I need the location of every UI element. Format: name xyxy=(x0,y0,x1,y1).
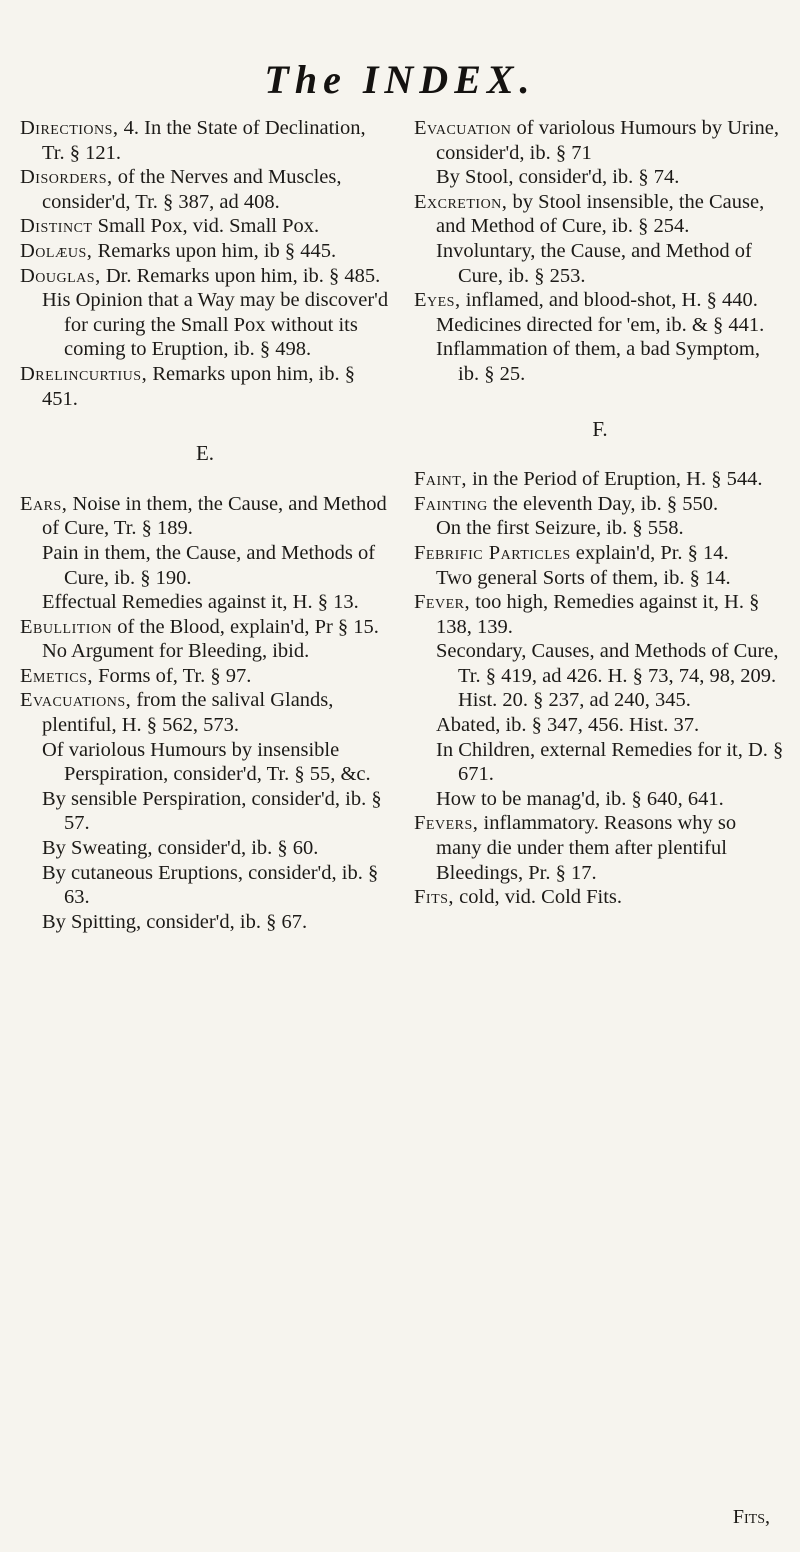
index-subentry: Of variolous Humours by insensible Perspiration, consider'd, Tr. § 55, &c. xyxy=(42,738,371,786)
index-subentry: No Argument for Bleeding, ibid. xyxy=(42,640,310,663)
index-entry: Fainting the eleventh Day, ib. § 550. xyxy=(414,492,719,515)
index-entry: Faint, in the Period of Eruption, H. § 544. xyxy=(414,468,763,491)
index-subentry: Medicines directed for 'em, ib. & § 441. xyxy=(436,313,765,336)
section-letter-e: E. xyxy=(195,441,215,466)
index-subentry: How to be manag'd, ib. § 640, 641. xyxy=(436,787,724,810)
index-subentry: Effectual Remedies against it, H. § 13. xyxy=(42,591,359,614)
index-subentry: Abated, ib. § 347, 456. Hist. 37. xyxy=(436,714,700,737)
index-entry: Fits, cold, vid. Cold Fits. xyxy=(414,886,623,909)
index-subentry: Two general Sorts of them, ib. § 14. xyxy=(436,566,731,589)
index-subentry: By sensible Perspiration, consider'd, ib. § 57. xyxy=(42,787,382,835)
catchword: Fits, xyxy=(732,1506,770,1528)
index-entry: Emetics, Forms of, Tr. § 97. xyxy=(20,664,252,687)
index-subentry: Inflammation of them, a bad Symptom, ib. § 25. xyxy=(436,338,760,385)
index-entry: Ebullition of the Blood, explain'd, Pr § 15. xyxy=(20,615,379,638)
index-entry: Dolæus, Remarks upon him, ib § 445. xyxy=(20,239,337,262)
index-entry: Eyes, inflamed, and blood-shot, H. § 440. xyxy=(414,289,758,312)
index-entry: Distinct Small Pox, vid. Small Pox. xyxy=(20,215,320,238)
index-subentry: His Opinion that a Way may be discover'd for curing the Small Pox without its coming to Eruption, ib. § 498. xyxy=(42,289,389,361)
index-subentry: By Sweating, consider'd, ib. § 60. xyxy=(42,837,319,860)
index-entry: Fevers, inflammatory. Reasons why so many die under them after plentiful Bleedings, Pr. § 17. xyxy=(414,812,737,884)
section-letter-f: F. xyxy=(592,416,608,441)
index-entry: Evacuation of variolous Humours by Urine, consider'd, ib. § 71 xyxy=(414,117,779,164)
index-subentry: In Children, external Remedies for it, D. § 671. xyxy=(436,738,784,786)
index-entry: Directions, 4. In the State of Declination, Tr. § 121. xyxy=(20,117,366,164)
index-subentry: By cutaneous Eruptions, consider'd, ib. § 63. xyxy=(42,861,379,909)
index-subentry: By Spitting, consider'd, ib. § 67. xyxy=(42,910,308,933)
index-subentry: On the first Seizure, ib. § 558. xyxy=(436,517,684,540)
index-entry: Evacuations, from the salival Glands, plentiful, H. § 562, 573. xyxy=(20,689,334,737)
index-entry: Drelincurtius, Remarks upon him, ib. § 451. xyxy=(20,362,356,410)
index-subentry: By Stool, consider'd, ib. § 74. xyxy=(436,166,680,189)
index-entry: Excretion, by Stool insensible, the Cause, and Method of Cure, ib. § 254. xyxy=(414,190,765,238)
running-head: The INDEX. xyxy=(264,57,536,102)
index-subentry: Secondary, Causes, and Methods of Cure, Tr. § 419, ad 426. H. § 73, 74, 98, 209. Hist. 20. § 237, ad 240, 345. xyxy=(436,640,779,712)
right-column xyxy=(414,116,786,910)
left-column xyxy=(20,116,390,934)
index-subentry: Involuntary, the Cause, and Method of Cure, ib. § 253. xyxy=(436,239,752,287)
index-entry: Febrific Particles explain'd, Pr. § 14. xyxy=(414,541,729,564)
index-entry: Douglas, Dr. Remarks upon him, ib. § 485. xyxy=(20,264,381,287)
index-entry: Disorders, of the Nerves and Muscles, consider'd, Tr. § 387, ad 408. xyxy=(20,166,342,213)
index-entry: Fever, too high, Remedies against it, H. § 138, 139. xyxy=(414,591,760,638)
index-subentry: Pain in them, the Cause, and Methods of Cure, ib. § 190. xyxy=(42,541,376,589)
index-entry: Ears, Noise in them, the Cause, and Method of Cure, Tr. § 189. xyxy=(20,492,387,540)
